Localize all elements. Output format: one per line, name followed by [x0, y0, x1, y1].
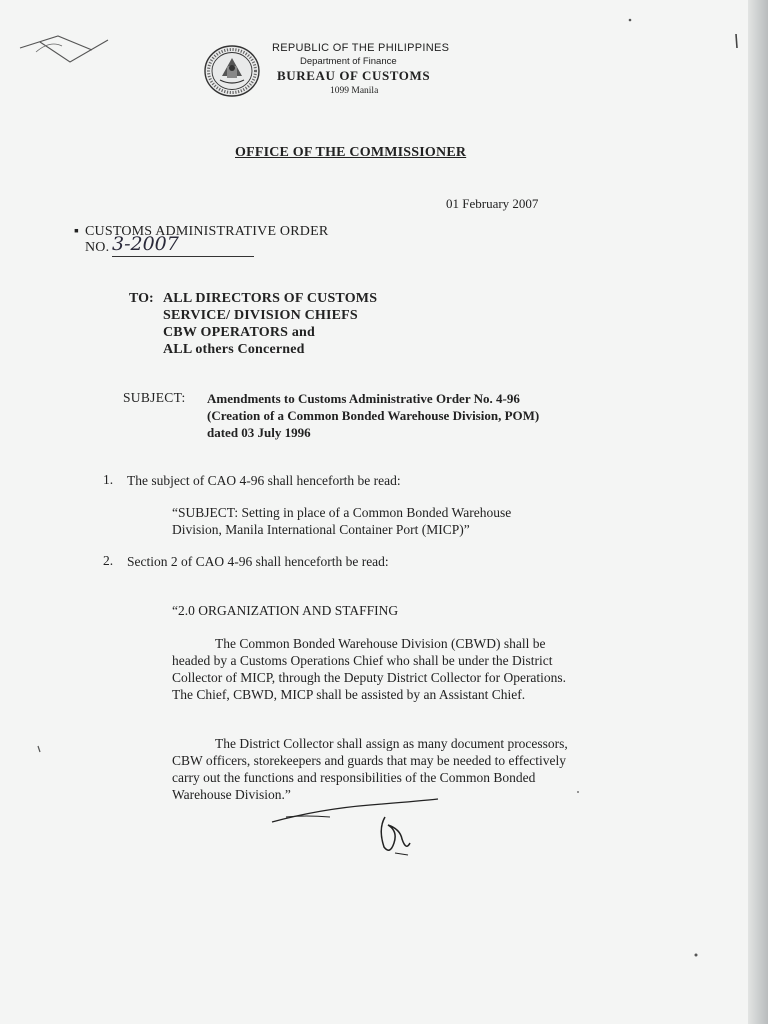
- paragraph-line: The Common Bonded Warehouse Division (CBWD) shall be: [215, 636, 546, 651]
- order-number-label: NO.: [85, 240, 110, 255]
- recipient-line: ALL others Concerned: [163, 342, 305, 357]
- subject-line: (Creation of a Common Bonded Warehouse Division, POM): [207, 408, 540, 423]
- recipient-line: CBW OPERATORS and: [163, 325, 315, 340]
- subject-line: Amendments to Customs Administrative Order No. 4-96: [207, 391, 520, 406]
- bureau-seal-icon: [203, 44, 261, 98]
- recipient-line: ALL DIRECTORS OF CUSTOMS: [163, 291, 378, 306]
- letterhead-address: 1099 Manila: [330, 86, 379, 96]
- item-text: Section 2 of CAO 4-96 shall henceforth be read:: [127, 554, 389, 569]
- item-text: The subject of CAO 4-96 shall henceforth be read:: [127, 473, 401, 488]
- item-number: 2.: [103, 553, 114, 568]
- quote-line: “SUBJECT: Setting in place of a Common Bonded Warehouse: [172, 505, 512, 520]
- order-number-underline: [112, 256, 254, 257]
- paragraph-line: Warehouse Division.”: [172, 787, 291, 802]
- paragraph-line: Collector of MICP, through the Deputy District Collector for Operations.: [172, 670, 567, 685]
- order-title: CUSTOMS ADMINISTRATIVE ORDER: [85, 224, 329, 239]
- paragraph-line: The District Collector shall assign as many document processors,: [215, 736, 568, 751]
- item-number: 1.: [103, 472, 114, 487]
- quote-line: Division, Manila International Container Port (MICP)”: [172, 522, 470, 537]
- document-date: 01 February 2007: [446, 196, 539, 211]
- to-label: TO:: [129, 291, 154, 306]
- paragraph-line: The Chief, CBWD, MICP shall be assisted by an Assistant Chief.: [172, 687, 526, 702]
- scan-edge: [748, 0, 768, 1024]
- letterhead-republic: REPUBLIC OF THE PHILIPPINES: [272, 42, 450, 54]
- letterhead-bureau: BUREAU OF CUSTOMS: [277, 68, 431, 83]
- paragraph-line: headed by a Customs Operations Chief who shall be under the District: [172, 653, 553, 668]
- recipient-line: SERVICE/ DIVISION CHIEFS: [163, 308, 358, 323]
- letterhead-department: Department of Finance: [300, 56, 397, 67]
- paragraph-line: carry out the functions and responsibilities of the Common Bonded: [172, 770, 536, 785]
- signature-icon: [260, 795, 440, 865]
- subject-line: dated 03 July 1996: [207, 425, 311, 440]
- order-number-handwritten: 3-2007: [112, 233, 179, 255]
- paragraph-line: CBW officers, storekeepers and guards that may be needed to effectively: [172, 753, 566, 768]
- subject-label: SUBJECT:: [123, 390, 186, 405]
- office-title: OFFICE OF THE COMMISSIONER: [235, 145, 467, 160]
- section-heading: “2.0 ORGANIZATION AND STAFFING: [172, 603, 399, 618]
- bullet-mark: ▪: [74, 224, 79, 239]
